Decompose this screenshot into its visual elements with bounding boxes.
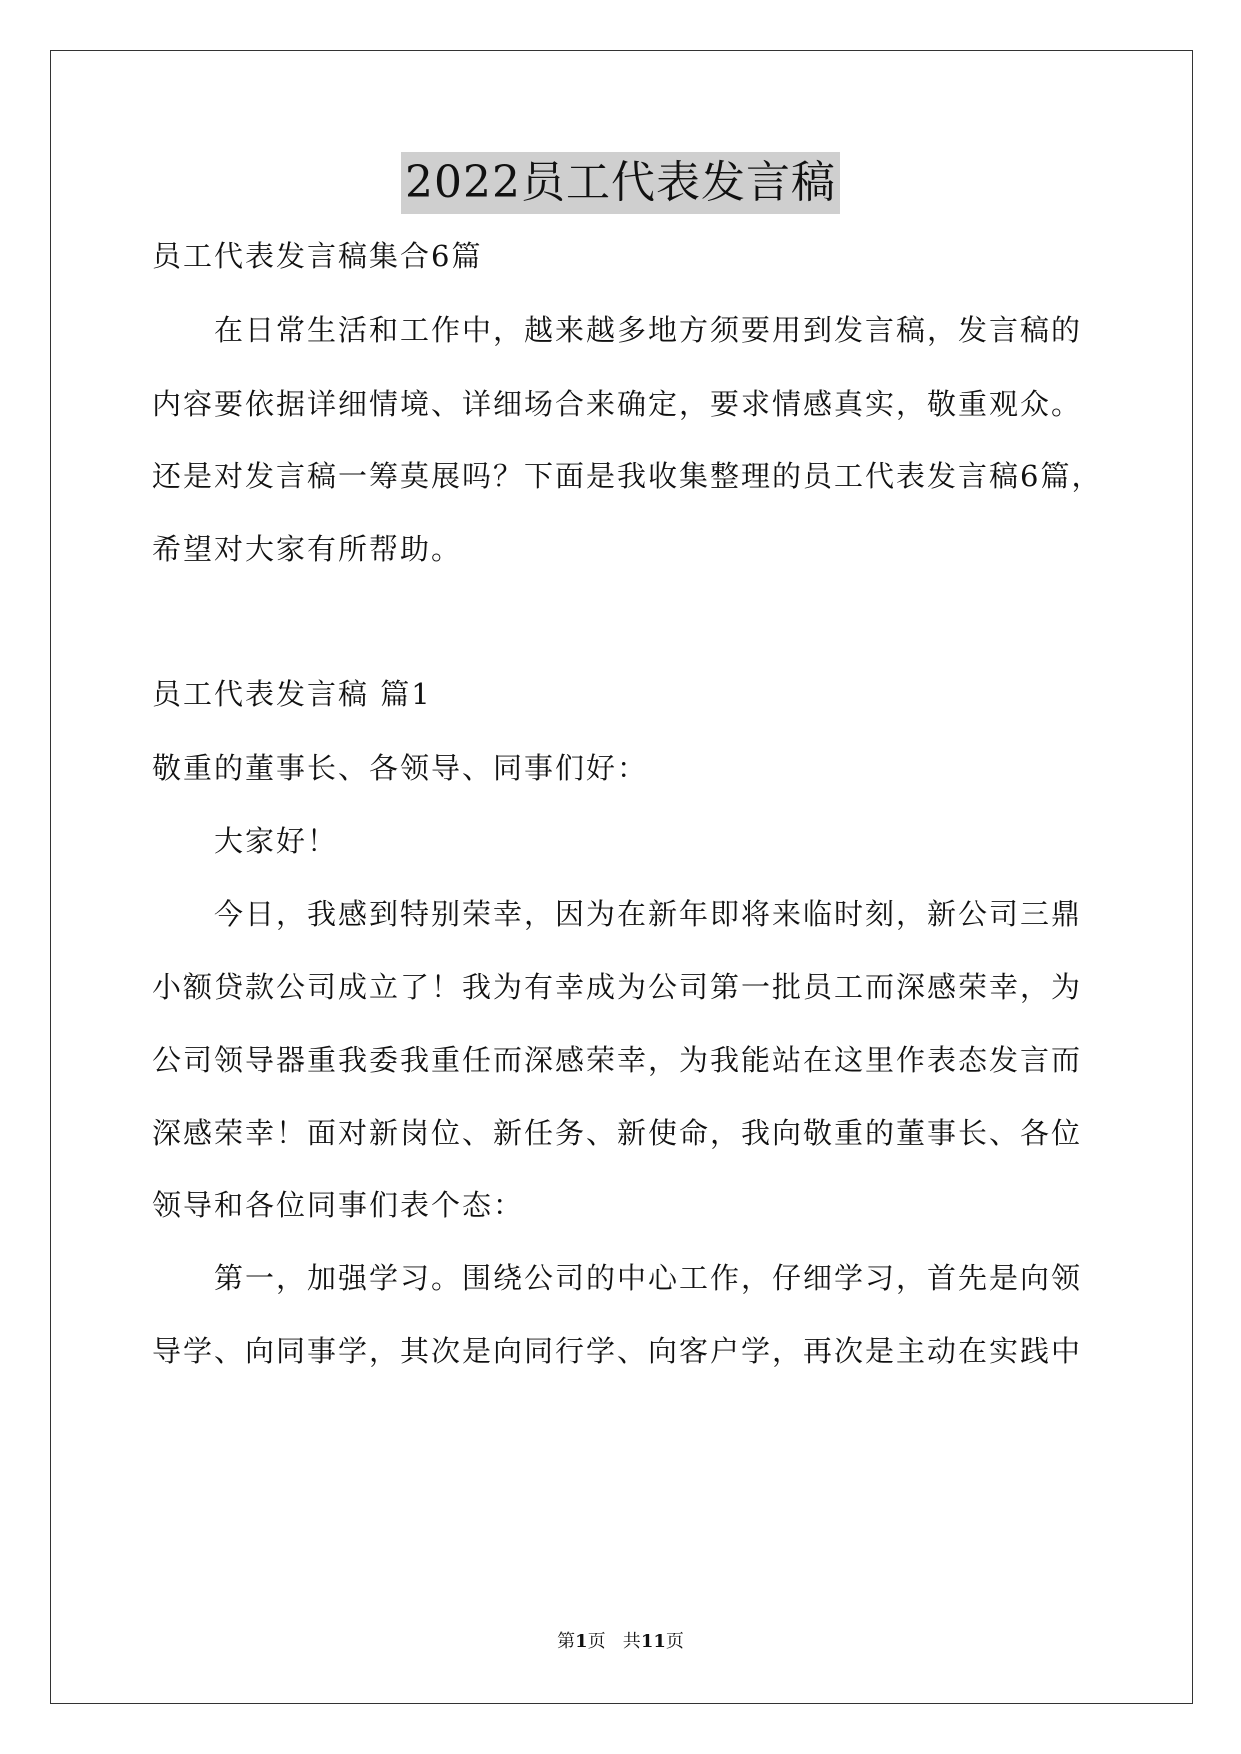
footer-page-current: 1	[575, 1631, 588, 1652]
paragraph-line: 导学、向同事学，其次是向同行学、向客户学，再次是主动在实践中	[152, 1334, 1083, 1368]
paragraph-line: 希望对大家有所帮助。	[152, 532, 463, 566]
title-container	[0, 152, 1241, 214]
paragraph-line: 公司领导器重我委我重任而深感荣幸，为我能站在这里作表态发言而	[152, 1043, 1083, 1077]
page-border	[50, 50, 1193, 1704]
paragraph-line: 内容要依据详细情境、详细场合来确定，要求情感真实，敬重观众。	[152, 387, 1083, 421]
footer-page-suffix: 页	[665, 1631, 684, 1652]
paragraph-line: 深感荣幸！面对新岗位、新任务、新使命，我向敬重的董事长、各位	[152, 1116, 1083, 1150]
footer-page-mid: 页 共	[587, 1631, 641, 1652]
footer-page-prefix: 第	[557, 1631, 576, 1652]
greeting-line: 大家好！	[214, 824, 339, 858]
salutation-line: 敬重的董事长、各领导、同事们好：	[152, 751, 649, 785]
paragraph-line: 还是对发言稿一筹莫展吗？下面是我收集整理的员工代表发言稿6篇，	[152, 459, 1103, 493]
paragraph-line: 在日常生活和工作中，越来越多地方须要用到发言稿，发言稿的	[214, 313, 1083, 347]
section-heading: 员工代表发言稿 篇1	[152, 677, 432, 711]
paragraph-line: 今日，我感到特别荣幸，因为在新年即将来临时刻，新公司三鼎	[214, 897, 1083, 931]
subtitle-line: 员工代表发言稿集合6篇	[152, 239, 483, 273]
document-title: 2022员工代表发言稿	[401, 152, 840, 214]
footer-page-total: 11	[640, 1631, 666, 1652]
paragraph-line: 领导和各位同事们表个态：	[152, 1188, 525, 1222]
paragraph-line: 第一，加强学习。围绕公司的中心工作，仔细学习，首先是向领	[214, 1261, 1083, 1295]
page-footer	[0, 1630, 1241, 1654]
paragraph-line: 小额贷款公司成立了！我为有幸成为公司第一批员工而深感荣幸，为	[152, 970, 1083, 1004]
